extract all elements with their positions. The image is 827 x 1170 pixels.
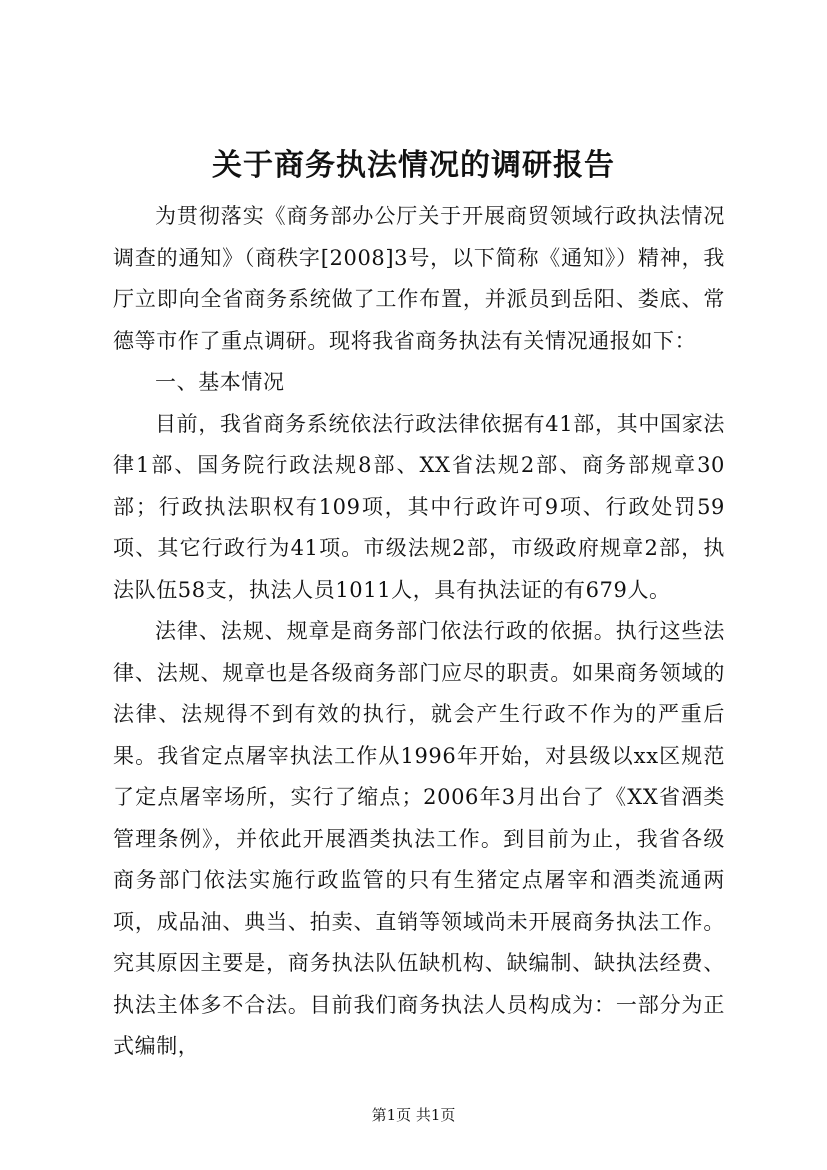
paragraph-statistics: 目前，我省商务系统依法行政法律依据有41部，其中国家法律1部、国务院行政法规8部、XX省法规2部、商务部规章30部；行政执法职权有109项，其中行政许可9项、行政处罚59项、其它行政行为41项。市级法规2部，市级政府规章2部，执法队伍58支，执法人员1011人，具有执法证的有679人。 bbox=[113, 411, 725, 602]
paragraph-law-enforcement: 法律、法规、规章是商务部门依法行政的依据。执行这些法律、法规、规章也是各级商务部门应尽的职责。如果商务领域的法律、法规得不到有效的执行，就会产生行政不作为的严重后果。我省定点屠宰执法工作从1996年开始，对县级以xx区规范了定点屠宰场所，实行了缩点；2006年3月出台了《XX省酒类管理条例》，并依此开展酒类执法工作。到目前为止，我省各级商务部门依法实施行政监管的只有生猪定点屠宰和酒类流通两项，成品油、典当、拍卖、直销等领域尚未开展商务执法工作。究其原因主要是，商务执法队伍缺机构、缺编制、缺执法经费、执法主体多不合法。目前我们商务执法人员构成为：一部分为正式编制， bbox=[113, 619, 725, 1058]
section-heading-basic-situation: 一、基本情况 bbox=[155, 370, 285, 394]
document-title: 关于商务执法情况的调研报告 bbox=[212, 148, 615, 183]
paragraph-intro: 为贯彻落实《商务部办公厅关于开展商贸领域行政执法情况调查的通知》（商秩字[2008]3号，以下简称《通知》）精神，我厅立即向全省商务系统做了工作布置，并派员到岳阳、娄底、常德等市作了重点调研。现将我省商务执法有关情况通报如下： bbox=[113, 204, 725, 353]
document-body bbox=[113, 196, 725, 1068]
page-footer: 第1页 共1页 bbox=[371, 1106, 456, 1124]
